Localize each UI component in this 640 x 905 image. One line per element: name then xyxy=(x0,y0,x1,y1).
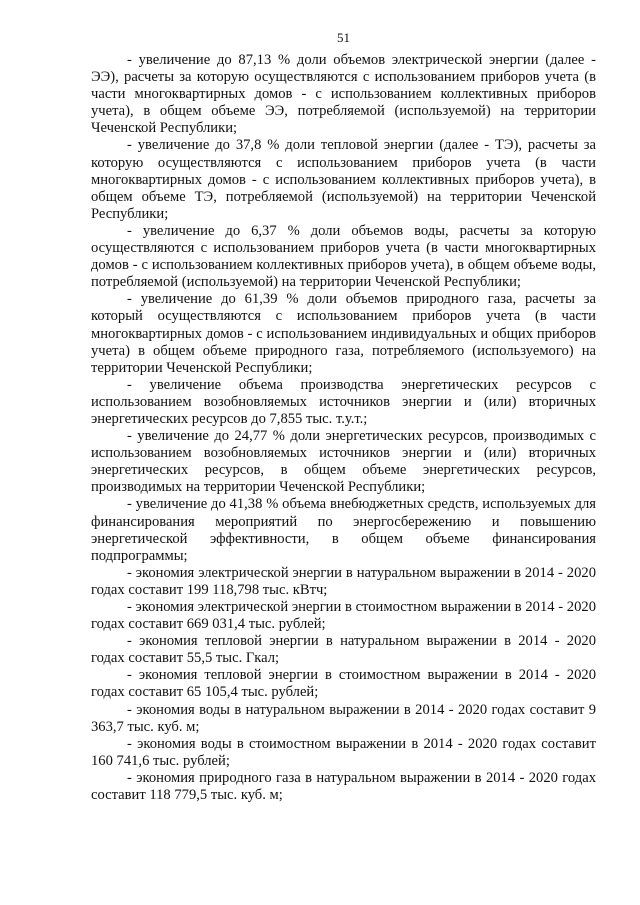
paragraph-te-savings-natural: - экономия тепловой энергии в натуральном выражении в 2014 - 2020 годах составит 55,5 тыс. Гкал; xyxy=(91,633,596,667)
paragraph-te-metering: - увеличение до 37,8 % доли тепловой энергии (далее - ТЭ), расчеты за которую осуществляются с использованием приборов учета (в части многоквартирных домов - с использованием коллективных приборов учета), в общем объеме ТЭ, потребляемой (используемой) на территории Чеченской Республики; xyxy=(91,137,596,222)
paragraph-ee-metering: - увеличение до 87,13 % доли объемов электрической энергии (далее - ЭЭ), расчеты за которую осуществляются с использованием приборов учета (в части многоквартирных домов - с использованием коллективных приборов учета), в общем объеме ЭЭ, потребляемой (используемой) на территории Чеченской Республики; xyxy=(91,52,596,137)
paragraph-ee-savings-cost: - экономия электрической энергии в стоимостном выражении в 2014 - 2020 годах составит 669 031,4 тыс. рублей; xyxy=(91,599,596,633)
paragraph-water-metering: - увеличение до 6,37 % доли объемов воды, расчеты за которую осуществляются с использованием приборов учета (в части многоквартирных домов - с использованием коллективных приборов учета), в общем объеме воды, потребляемой (используемой) на территории Чеченской Республики; xyxy=(91,222,596,291)
paragraph-offbudget-funds: - увеличение до 41,38 % объема внебюджетных средств, используемых для финансирования мероприятий по энергосбережению и повышению энергетической эффективности, в общем объеме финансирования подпрограммы; xyxy=(91,496,596,564)
paragraph-water-savings-natural: - экономия воды в натуральном выражении в 2014 - 2020 годах составит 9 363,7 тыс. куб. м; xyxy=(91,701,596,735)
paragraph-renewable-share: - увеличение до 24,77 % доли энергетических ресурсов, производимых с использованием возобновляемых источников энергии и (или) вторичных энергетических ресурсов, в общем объеме энергетических ресурсов, производимых на территории Чеченской Республики; xyxy=(91,428,596,496)
paragraph-te-savings-cost: - экономия тепловой энергии в стоимостном выражении в 2014 - 2020 годах составит 65 105,4 тыс. рублей; xyxy=(91,667,596,701)
document-body xyxy=(91,52,596,804)
paragraph-gas-savings-natural: - экономия природного газа в натуральном выражении в 2014 - 2020 годах составит 118 779,5 тыс. куб. м; xyxy=(91,769,596,804)
paragraph-ee-savings-natural: - экономия электрической энергии в натуральном выражении в 2014 - 2020 годах составит 199 118,798 тыс. кВтч; xyxy=(91,564,596,598)
paragraph-water-savings-cost: - экономия воды в стоимостном выражении в 2014 - 2020 годах составит 160 741,6 тыс. рублей; xyxy=(91,735,596,769)
paragraph-gas-metering: - увеличение до 61,39 % доли объемов природного газа, расчеты за который осуществляются с использованием приборов учета (в части многоквартирных домов - с использованием индивидуальных и общих приборов учета) в общем объеме природного газа, потребляемого (используемого) на территории Чеченской Республики; xyxy=(91,291,596,376)
page-number: 51 xyxy=(337,30,350,45)
paragraph-renewable-volume: - увеличение объема производства энергетических ресурсов с использованием возобновляемых источников энергии и (или) вторичных энергетических ресурсов до 7,855 тыс. т.у.т.; xyxy=(91,376,596,427)
